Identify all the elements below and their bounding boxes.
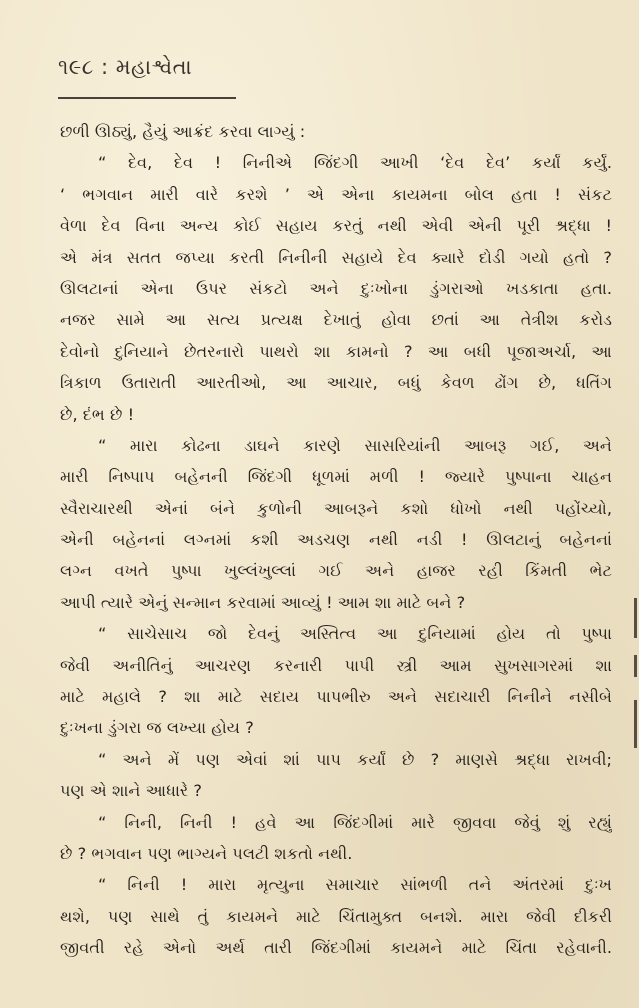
text-line: ‘ ભગવાન મારી વારે કરશે ’ એ એના કાયમના બોલ હતા ! સંકટ	[60, 184, 612, 204]
header-underline	[58, 97, 236, 99]
text-line: એની બહેનનાં લગ્નમાં કશી અડચણ નથી નડી ! ઊલટાનું બહેનનાં	[60, 530, 612, 550]
text-line: વેળા દેવ વિના અન્ય કોઈ સહાય કરતું નથી એવી એની પૂરી શ્રદ્ધા !	[60, 216, 612, 236]
page-edge-mark	[634, 598, 637, 638]
body-text	[60, 116, 612, 964]
page-edge-mark	[634, 700, 637, 748]
page-header: ૧૯૮ : મહાશ્વેતા	[58, 55, 193, 79]
text-line: “ નિની, નિની ! હવે આ જિંદગીમાં મારે જીવવા જેવું શું રહ્યું	[98, 812, 612, 832]
text-line: “ નિની ! મારા મૃત્યુના સમાચાર સાંભળી તને અંતરમાં દુઃખ	[98, 875, 612, 895]
text-line: થશે, પણ સાથે તું કાયમને માટે ચિંતામુક્ત બનશે. મારા જેવી દીકરી	[60, 906, 612, 926]
text-line: દેવોનો દુનિયાને છેતરનારો પાથરો શા કામનો ? આ બધી પૂજાઅર્ચા, આ	[60, 341, 612, 361]
text-line: મારી નિષ્પાપ બહેનની જિંદગી ધૂળમાં મળી ! જ્યારે પુષ્પાના ચાહન	[60, 467, 612, 487]
text-line: માટે મહાલે ? શા માટે સદાય પાપભીરુ અને સદાચારી નિનીને નસીબે	[60, 687, 612, 707]
text-line: છળી ઊઠ્યું, હૈયું આક્રંદ કરવા લાગ્યું :	[60, 122, 306, 141]
text-line: નજર સામે આ સત્ય પ્રત્યક્ષ દેખાતું હોવા છતાં આ તેત્રીશ કરોડ	[60, 310, 612, 330]
text-line: “ મારા કોઢના ડાઘને કારણે સાસરિયાંની આબરૂ ગઈ, અને	[98, 435, 612, 455]
text-line: જીવતી રહે એનો અર્થ તારી જિંદગીમાં કાયમને માટે ચિંતા રહેવાની.	[60, 938, 612, 958]
text-line: “ સાચેસાચ જો દેવનું અસ્તિત્વ આ દુનિયામાં હોય તો પુષ્પા	[98, 624, 612, 644]
text-line: “ અને મેં પણ એવાં શાં પાપ કર્યાં છે ? માણસે શ્રદ્ધા રાખવી;	[98, 749, 612, 769]
text-line: ત્રિકાળ ઉતારાતી આરતીઓ, આ આચાર, બધું કેવળ ઢોંગ છે, ધતિંગ	[60, 373, 612, 393]
page-edge-mark	[634, 655, 637, 677]
text-line: સ્વૈરાચારથી એનાં બંને કુળોની આબરૂને કશો ધોખો નથી પહોંચ્યો,	[60, 498, 612, 518]
text-line: દુઃખના ડુંગરા જ લખ્યા હોય ?	[60, 718, 254, 738]
text-line: આપી ત્યારે એનું સન્માન કરવામાં આવ્યું ! આમ શા માટે બને ?	[60, 592, 466, 612]
text-line: છે ? ભગવાન પણ ભાગ્યને પલટી શકતો નથી.	[60, 843, 353, 863]
text-line: ઊલટાનાં એના ઉપર સંકટો અને દુઃખોના ડુંગરાઓ ખડકાતા હતા.	[60, 278, 612, 298]
text-line: પણ એ શાને આધારે ?	[60, 781, 203, 801]
text-line: જેવી અનીતિનું આચરણ કરનારી પાપી સ્ત્રી આમ સુખસાગરમાં શા	[60, 655, 612, 675]
text-line: લગ્ન વખતે પુષ્પા ખુલ્લંખુલ્લાં ગઈ અને હાજર રહી કિંમતી ભેટ	[60, 561, 612, 581]
text-line: “ દેવ, દેવ ! નિનીએ જિંદગી આખી ‘દેવ દેવ’ કર્યાં કર્યું.	[98, 153, 612, 173]
text-line: એ મંત્ર સતત જપ્યા કરતી નિનીની સહાયે દેવ ક્યારે દોડી ગયો હતો ?	[60, 247, 612, 267]
text-line: છે, દંભ છે !	[60, 404, 135, 424]
